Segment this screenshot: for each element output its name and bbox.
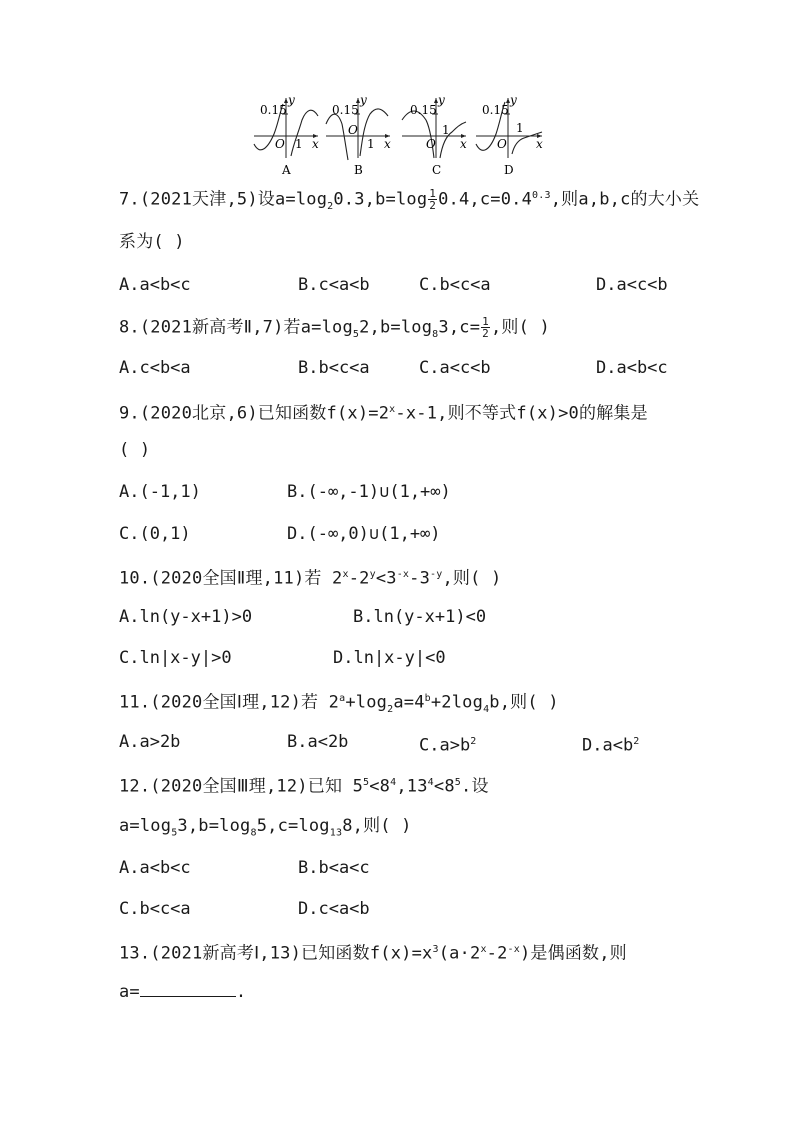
graph-panel-a xyxy=(254,94,319,177)
graph-c-xtick: 1 xyxy=(442,123,450,137)
graph-d-xtick: 1 xyxy=(516,121,524,135)
q12-option-d[interactable]: D.c<a<b xyxy=(298,899,370,919)
q10-option-c[interactable]: C.ln|x-y|>0 xyxy=(119,648,232,668)
graph-d-yaxis: y xyxy=(510,94,517,107)
graph-a-xtick: 1 xyxy=(295,137,303,151)
graph-b-ytick: 0.15 xyxy=(332,103,359,117)
q9-stem-line2: ( ) xyxy=(119,440,151,460)
graph-c-xaxis: x xyxy=(460,137,467,151)
graph-panel-d xyxy=(476,94,543,177)
q12-stem-line2: $a=\log_53,b=\log_85,c=\log_{13}8$,则( ) xyxy=(119,816,412,839)
graph-c-origin: O xyxy=(426,137,436,151)
graph-c-letter: C xyxy=(432,163,442,177)
q11-option-b[interactable]: B.a<2b xyxy=(287,732,349,752)
q12-option-b[interactable]: B.b<a<c xyxy=(298,858,370,878)
q7-option-d[interactable]: D.a<c<b xyxy=(596,275,668,295)
q7-option-a[interactable]: A.a<b<c xyxy=(119,275,191,295)
q7-option-c[interactable]: C.b<c<a xyxy=(419,275,491,295)
graph-d-origin: O xyxy=(497,137,507,151)
q7-stem-line2: 系为( ) xyxy=(119,232,185,252)
graph-a-letter: A xyxy=(282,163,291,177)
q13-answer-blank[interactable] xyxy=(140,982,236,997)
q9-option-c[interactable]: C.(0,1) xyxy=(119,524,191,544)
graph-b-letter: B xyxy=(354,163,363,177)
q8-option-a[interactable]: A.c<b<a xyxy=(119,358,191,378)
q13-answer-line: a= . xyxy=(119,982,247,1002)
q13-stem: 13.(2021新高考Ⅰ,13)已知函数$f(x)=x^3(a\cdot 2^x-2^{-x})$是偶函数,则 xyxy=(119,943,627,964)
graph-panel-b xyxy=(326,94,391,177)
graph-c-ytick: 0.15 xyxy=(410,103,437,117)
graph-b-xaxis: x xyxy=(384,137,391,151)
graph-b-origin: O xyxy=(348,123,358,137)
q10-option-b[interactable]: B.ln(y-x+1)<0 xyxy=(353,607,487,627)
graph-a-ytick: 0.15 xyxy=(260,103,287,117)
q8-option-d[interactable]: D.a<b<c xyxy=(596,358,668,378)
q8-option-c[interactable]: C.a<c<b xyxy=(419,358,491,378)
q7-option-b[interactable]: B.c<a<b xyxy=(298,275,370,295)
graph-d-letter: D xyxy=(504,163,514,177)
q8-stem: 8.(2021新高考Ⅱ,7)若$a=\log_52,b=\log_83,c=$ $\frac{1}{2}$ ,则( ) xyxy=(119,315,550,340)
q11-option-a[interactable]: A.a>2b xyxy=(119,732,181,752)
graph-a-yaxis: y xyxy=(288,94,295,107)
q11-option-d[interactable]: $D.a<b^2$ xyxy=(582,735,640,756)
q12-stem: 12.(2020全国Ⅲ理,12)已知 $5^5<8^4,13^4<8^5$.设 xyxy=(119,776,489,797)
q12-option-c[interactable]: C.b<c<a xyxy=(119,899,191,919)
graph-a-xaxis: x xyxy=(312,137,319,151)
q10-option-a[interactable]: A.ln(y-x+1)>0 xyxy=(119,607,253,627)
graph-panel-c xyxy=(402,94,467,177)
q8-option-b[interactable]: B.b<c<a xyxy=(298,358,370,378)
graph-b-xtick: 1 xyxy=(367,137,375,151)
q9-stem: 9.(2020北京,6)已知函数$f(x)=2^x-x-1$,则不等式f(x)>0的解集是 xyxy=(119,403,648,424)
function-graph-options xyxy=(248,94,548,182)
graph-c-yaxis: y xyxy=(438,94,445,107)
graph-d-xaxis: x xyxy=(536,137,543,151)
q11-stem: 11.(2020全国Ⅰ理,12)若 $2^a+\log_2a=4^b+2\log_4b$,则( ) xyxy=(119,692,559,716)
graph-a-origin: O xyxy=(275,137,285,151)
graph-b-yaxis: y xyxy=(360,94,367,107)
q11-option-c[interactable]: $C.a>b^2$ xyxy=(419,735,477,756)
q8-fraction: $\frac{1}{2}$ xyxy=(482,315,489,340)
q7-base-fraction: $\frac{1}{2}$ xyxy=(429,187,437,213)
graph-d-ytick: 0.15 xyxy=(482,103,509,117)
q9-option-b[interactable]: B.(-∞,-1)∪(1,+∞) xyxy=(287,482,451,502)
q12-option-a[interactable]: A.a<b<c xyxy=(119,858,191,878)
q9-option-d[interactable]: D.(-∞,0)∪(1,+∞) xyxy=(287,524,441,544)
q10-option-d[interactable]: D.ln|x-y|<0 xyxy=(333,648,446,668)
q7-stem: 7.(2021天津,5)设$a=\log_20.3,b=\log$ $\frac{1}{2}$ $0.4,c=0.4^{0.3}$,则a,b,c的大小关 xyxy=(119,187,700,213)
q10-stem: 10.(2020全国Ⅱ理,11)若 $2^x-2^y<3^{-x}-3^{-y}$,则( ) xyxy=(119,568,502,589)
q9-option-a[interactable]: A.(-1,1) xyxy=(119,482,201,502)
